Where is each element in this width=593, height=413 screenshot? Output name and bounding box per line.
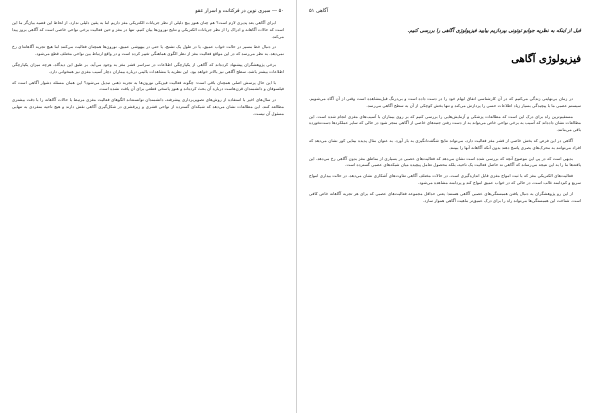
left-paragraph: در سال‌های اخیر با استفاده از روش‌های تصویربرداری پیشرفته، دانشمندان توانسته‌اند الگوهای فعالیت مغزی مرتبط با حالات آگاهانه را با دقت بیشتری مطالعه کنند. این مطالعات نشان می‌دهد که شبکه‌ای گسترده از نواحی قشری و زیرقشری در شکل‌گیری آگاهی نقش دارند و هیچ ناحیه منفردی به تنهایی مسئول آن نیست.: [12, 97, 284, 116]
left-paragraph: برخی پژوهشگران پیشنهاد کرده‌اند که آگاهی از یکپارچگی اطلاعات در سراسر قشر مغز به وجود می‌آید. بر طبق این دیدگاه، هرچه میزان یکپارچگی اطلاعات بیشتر باشد، سطح آگاهی نیز بالاتر خواهد بود. این نظریه با مشاهدات بالینی درباره بیماران دچار آسیب مغزی نیز همخوانی دارد.: [12, 61, 284, 74]
section-title: فیزیولوژی آگاهی: [511, 54, 581, 65]
right-running-head: آگاهی ۵۱: [309, 8, 329, 14]
right-paragraph: آگاهی در این فرض که بخش خاصی از قشر مغز فعالیت دارد، می‌تواند نتایج شگفت‌انگیزی به بار آورد. به عنوان مثال پدیده بینایی کور نشان می‌دهد که افراد می‌توانند به محرک‌های بصری پاسخ دهند بدون آنکه آگاهانه آنها را ببینند.: [309, 137, 581, 150]
right-page-body: [309, 96, 581, 208]
right-paragraph: فعالیت‌های الکتریکی مغز که با ثبت امواج مغزی قابل اندازه‌گیری است، در حالات مختلف آگاهی تفاوت‌های آشکاری نشان می‌دهد. در حالت بیداری امواج سریع و کم‌دامنه غالب است، در حالی که در خواب عمیق امواج کند و پردامنه مشاهده می‌شود.: [309, 173, 581, 185]
right-paragraph: در زمان بی‌نهایتی زندگی می‌کنیم که در آن کارشناسی اتفاق ابهام خود را در دست داده است و بی‌درنگ قبل‌مشاهده است وقتی از آن آگاه می‌شویم. سیستم عصبی ما با پیچیدگی بسیار زیاد اطلاعات حسی را پردازش می‌کند و تنها بخش کوچکی از آن به سطح آگاهی می‌رسد.: [309, 96, 581, 108]
right-paragraph: بدیهی است که در پی این موضوع آنچه که بررسی شده است نشان می‌دهد که فعالیت‌های عصبی در بسیاری از مناطق مغز بدون آگاهی رخ می‌دهد. این یافته‌ها ما را به این نتیجه می‌رساند که آگاهی نه حاصل فعالیت یک ناحیه، بلکه محصول تعامل پیچیده میان شبکه‌های عصبی گسترده است.: [309, 155, 581, 168]
right-page: [297, 0, 593, 413]
left-page-body: [12, 20, 284, 122]
left-paragraph: با این حال پرسش اصلی همچنان باقی است: چگونه فعالیت فیزیکی نورون‌ها به تجربه ذهنی تبدیل می‌شود؟ این همان مسئله دشوار آگاهی است که فیلسوفان و دانشمندان قرن‌هاست درباره آن بحث کرده‌اند و هنوز پاسخی قطعی برای آن یافت نشده است.: [12, 79, 284, 92]
right-paragraph: از این رو پژوهشگران به دنبال یافتن همبستگی‌های عصبی آگاهی هستند؛ یعنی حداقل مجموعه فعالیت‌های عصبی که برای هر تجربه آگاهانه خاص کافی است. شناخت این همبستگی‌ها می‌تواند راه را برای درک عمیق‌تر ماهیت آگاهی هموار سازد.: [309, 190, 581, 203]
right-paragraph: مستقیم‌ترین راه برای درک این است که مطالعات پزشکی و آزمایش‌هایی را بررسی کنیم که بر روی بیماران با آسیب‌های مغزی انجام شده است. این مطالعات نشان داده‌اند که آسیب به برخی نواحی خاص می‌تواند به از دست رفتن جنبه‌های خاصی از آگاهی منجر شود در حالی که سایر عملکردها دست‌نخورده باقی می‌مانند.: [309, 113, 581, 133]
left-paragraph: ابرای آگاهی بعد پدیری لازم است؟ هم چنان هنوز بیچ دلیلی از نظر جریانات الکتریکی مغز داریم اما به یقین دلیلی ندارد. از لحاظ این قضیه بیان‌گر ما این است که حالات آگاهانه و ادراک را از نظر جریانات الکتریکی و نتایج نورون‌ها بیان کنیم. تنها در مغز و حین فعالیت برخی نواحی خاصی است که آگاهی بروز پیدا می‌کند.: [12, 20, 284, 39]
left-running-head: ۵۰ ― سیری نوین در فرکتانت و اسرار عقو: [195, 8, 284, 14]
chapter-intro: قبل از اینکه به نظریه جوابو توتونی بپردازیم بیایید فیزیولوژی آگاهی را بررسی کنیم.: [407, 28, 581, 34]
left-paragraph: در دنبال خط مسیر در حالت خواب عمیق، یا در طول یک تشنج، یا حتی در بیهوشی عمیق، نورون‌ها همچنان فعالیت می‌کنند اما هیچ تجربه آگاهانه‌ای رخ نمی‌دهد. به نظر می‌رسد که در این مواقع فعالیت مغز از نظر الگوی هماهنگی تغییر کرده است و در واقع ارتباط بین نواحی مختلف قطع می‌شود.: [12, 44, 284, 57]
